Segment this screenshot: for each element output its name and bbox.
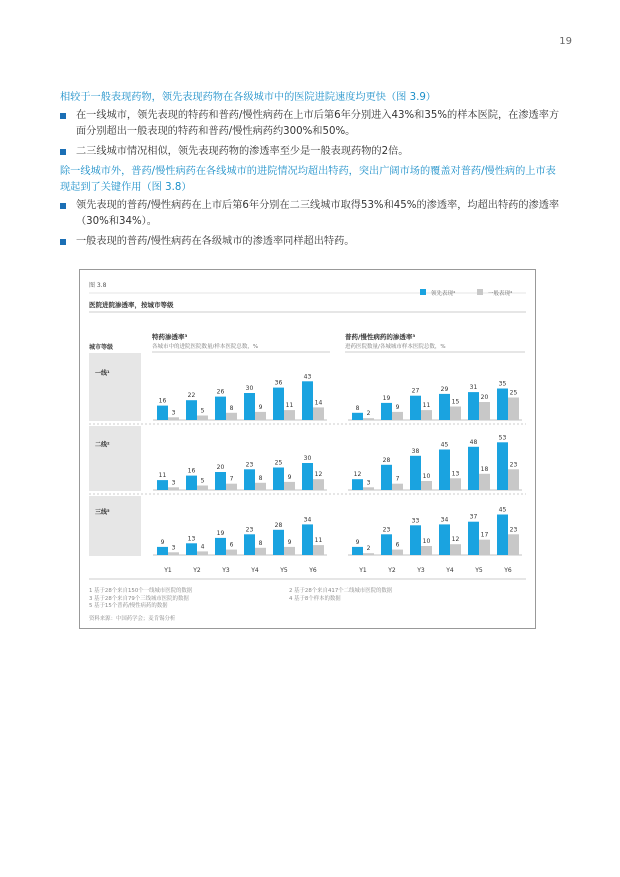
legend-swatch-leading — [420, 289, 426, 295]
data-label: 5 — [200, 407, 205, 415]
bar-leading — [302, 463, 313, 490]
bar-leading — [352, 413, 363, 420]
bar-leading — [410, 525, 421, 555]
data-label: 6 — [229, 541, 234, 549]
data-label: 12 — [314, 471, 323, 479]
data-label: 8 — [258, 539, 263, 547]
data-label: 9 — [287, 473, 292, 481]
data-label: 28 — [274, 521, 283, 529]
bar-average — [197, 551, 208, 555]
bullet-item — [60, 108, 565, 140]
data-label: 30 — [303, 455, 312, 462]
bullet-text: 一般表现的普药/慢性病药在各级城市的渗透率同样超出特药。 — [76, 236, 355, 247]
data-label: 4 — [200, 543, 205, 551]
bullet-item — [60, 144, 565, 160]
data-label: 25 — [274, 459, 283, 467]
data-label: 9 — [395, 403, 400, 411]
data-label: 33 — [411, 517, 420, 525]
data-label: 3 — [171, 409, 176, 417]
footnote: 4 基于8个样本的数据 — [289, 595, 341, 602]
bullet-square-icon — [60, 149, 66, 155]
data-label: 38 — [411, 447, 420, 455]
data-label: 8 — [355, 404, 360, 412]
data-label: 26 — [216, 388, 225, 396]
x-tick-label: Y5 — [280, 567, 288, 574]
data-label: 3 — [171, 544, 176, 552]
data-label: 20 — [480, 394, 489, 401]
data-label: 7 — [395, 475, 400, 483]
footnote: 1 基于28个来自150个一线城市医院的数据 — [89, 588, 193, 594]
bullet-square-icon — [60, 203, 66, 209]
data-label: 53 — [498, 434, 507, 442]
panel-title-specialty: 特药渗透率³ — [152, 333, 188, 341]
bar-average — [255, 483, 266, 490]
bar-leading — [157, 406, 168, 420]
bullet-text: 二三线城市情况相似，领先表现药物的渗透率至少是一般表现药物的2倍。 — [76, 146, 409, 157]
bar-average — [226, 484, 237, 490]
data-label: 25 — [509, 389, 518, 397]
row-label-box — [89, 426, 141, 491]
section-heading: 除一线城市外，普药/慢性病药在各线城市的进院情况均超出特药，突出广阔市场的覆盖对普药/慢性病的上市表现起到了关键作用（图 3.8） — [60, 166, 556, 193]
bar-leading — [157, 547, 168, 555]
bar-average — [421, 546, 432, 555]
row-label-box — [89, 496, 141, 556]
bar-leading — [439, 450, 450, 491]
data-label: 19 — [216, 529, 225, 537]
data-label: 17 — [480, 531, 489, 539]
figure-label: 图 3.8 — [89, 282, 107, 289]
bar-leading — [302, 524, 313, 555]
row-label: 二线² — [95, 441, 110, 449]
data-label: 23 — [509, 526, 518, 534]
row-header: 城市等级 — [89, 344, 114, 351]
bar-leading — [468, 392, 479, 420]
legend-label-leading: 领先表现⁴ — [431, 291, 456, 297]
bar-average — [313, 479, 324, 490]
bar-average — [508, 398, 519, 421]
bar-leading — [497, 389, 508, 421]
data-label: 14 — [314, 399, 323, 407]
notes-right — [289, 588, 509, 603]
bar-average — [313, 545, 324, 555]
data-label: 9 — [160, 538, 165, 546]
bullet-item — [60, 198, 565, 230]
data-label: 10 — [422, 473, 431, 480]
data-label: 11 — [158, 472, 167, 480]
data-label: 45 — [440, 441, 449, 449]
figure-3-8 — [79, 269, 536, 629]
bullet-text: 在一线城市，领先表现的特药和普药/慢性病药在上市后第6年分别进入43%和35%的样本医院，在渗透率方面分别超出一般表现的特药和普药/慢性病药约300%和50%。 — [76, 110, 560, 137]
bar-leading — [186, 400, 197, 420]
data-label: 6 — [395, 541, 400, 549]
x-tick-label: Y1 — [359, 567, 367, 574]
bar-average — [226, 550, 237, 555]
data-label: 3 — [366, 479, 371, 487]
bar-leading — [410, 396, 421, 420]
bar-average — [255, 548, 266, 555]
row-label-box — [89, 353, 141, 421]
data-label: 13 — [451, 470, 460, 478]
bar-average — [284, 547, 295, 555]
bar-leading — [381, 403, 392, 420]
bullet-item — [60, 234, 565, 250]
bar-average — [363, 418, 374, 420]
source-note: 资料来源：中国药学会；麦肯锡分析 — [89, 615, 176, 622]
x-tick-label: Y3 — [417, 567, 425, 574]
bar-leading — [352, 547, 363, 555]
data-label: 34 — [303, 516, 312, 524]
bar-leading — [244, 469, 255, 490]
data-label: 23 — [245, 461, 254, 469]
footnote: 5 基于15个普药/慢性病药的数据 — [89, 603, 168, 609]
bar-leading — [302, 381, 313, 420]
bar-leading — [468, 522, 479, 555]
figure-title: 医院进院渗透率，按城市等级 — [89, 301, 174, 309]
bar-leading — [186, 476, 197, 490]
row-label: 一线¹ — [95, 370, 110, 377]
bar-leading — [468, 447, 479, 490]
x-tick-label: Y4 — [446, 567, 454, 574]
panel-subtitle-general: 进药医院数量/各城城市样本医院总数，% — [345, 344, 446, 350]
section-heading: 相较于一般表现药物，领先表现药物在各级城市中的医院进院速度均更快（图 3.9） — [60, 92, 436, 103]
bar-average — [313, 407, 324, 420]
bar-average — [363, 487, 374, 490]
bar-average — [392, 484, 403, 490]
data-label: 20 — [216, 464, 225, 471]
data-label: 9 — [355, 538, 360, 546]
bar-leading — [244, 393, 255, 420]
bar-average — [508, 534, 519, 555]
data-label: 10 — [422, 538, 431, 545]
bar-leading — [273, 530, 284, 555]
bullet-square-icon — [60, 113, 66, 119]
bar-average — [450, 478, 461, 490]
penetration-chart — [80, 270, 535, 588]
bar-average — [421, 481, 432, 490]
bar-leading — [215, 538, 226, 555]
data-label: 19 — [382, 394, 391, 402]
bar-average — [226, 413, 237, 420]
data-label: 45 — [498, 506, 507, 514]
panel-subtitle-specialty: 各城市中的进院医院数量/样本医院总数，% — [152, 344, 259, 350]
data-label: 8 — [258, 474, 263, 482]
bar-average — [284, 410, 295, 420]
bar-average — [363, 553, 374, 555]
body-text — [60, 90, 565, 254]
x-tick-label: Y6 — [309, 567, 317, 574]
data-label: 9 — [258, 403, 263, 411]
bullet-square-icon — [60, 239, 66, 245]
data-label: 5 — [200, 477, 205, 485]
bar-leading — [157, 480, 168, 490]
data-label: 7 — [229, 475, 234, 483]
data-label: 29 — [440, 385, 449, 393]
data-label: 48 — [469, 438, 478, 446]
data-label: 35 — [498, 380, 507, 388]
x-tick-label: Y4 — [251, 567, 259, 574]
bar-average — [168, 417, 179, 420]
bar-leading — [186, 543, 197, 555]
legend-swatch-average — [477, 289, 483, 295]
bar-leading — [439, 394, 450, 420]
data-label: 23 — [245, 526, 254, 534]
bar-average — [255, 412, 266, 420]
data-label: 34 — [440, 516, 449, 524]
footnote: 3 基于28个来自79个三线城市医院的数据 — [89, 595, 189, 602]
data-label: 23 — [382, 526, 391, 534]
data-label: 22 — [187, 392, 196, 400]
data-label: 8 — [229, 404, 234, 412]
x-tick-label: Y1 — [164, 567, 172, 574]
data-label: 16 — [158, 397, 167, 405]
bar-average — [168, 552, 179, 555]
data-label: 2 — [366, 410, 371, 418]
bar-average — [421, 410, 432, 420]
data-label: 31 — [469, 384, 478, 392]
bar-leading — [381, 465, 392, 490]
bar-leading — [381, 534, 392, 555]
bar-average — [392, 550, 403, 555]
x-tick-label: Y5 — [475, 567, 483, 574]
x-tick-label: Y2 — [388, 567, 396, 574]
data-label: 28 — [382, 456, 391, 464]
bar-average — [479, 402, 490, 420]
bar-leading — [497, 442, 508, 490]
bar-average — [450, 544, 461, 555]
data-label: 37 — [469, 513, 478, 521]
data-label: 13 — [187, 535, 196, 543]
bar-leading — [215, 397, 226, 420]
data-label: 23 — [509, 461, 518, 469]
bar-average — [392, 412, 403, 420]
notes-left — [89, 588, 289, 623]
bar-average — [479, 474, 490, 490]
data-label: 27 — [411, 387, 420, 395]
data-label: 11 — [314, 537, 323, 545]
panel-title-general: 普药/慢性病药的渗透率³ — [345, 333, 416, 341]
bar-average — [168, 487, 179, 490]
data-label: 11 — [285, 402, 294, 410]
data-label: 9 — [287, 538, 292, 546]
bar-average — [284, 482, 295, 490]
bar-leading — [273, 468, 284, 491]
bar-average — [197, 416, 208, 421]
bar-leading — [497, 515, 508, 556]
data-label: 30 — [245, 385, 254, 392]
data-label: 3 — [171, 479, 176, 487]
x-tick-label: Y2 — [193, 567, 201, 574]
bullet-text: 领先表现的普药/慢性病药在上市后第6年分别在二三线城市取得53%和45%的渗透率，均超出特药的渗透率（30%和34%）。 — [76, 200, 560, 227]
data-label: 11 — [422, 402, 431, 410]
bar-leading — [439, 524, 450, 555]
data-label: 12 — [353, 471, 362, 479]
bar-average — [508, 469, 519, 490]
bar-average — [450, 407, 461, 421]
row-label: 三线⁵ — [95, 509, 110, 516]
bar-leading — [352, 479, 363, 490]
data-label: 15 — [451, 398, 460, 406]
page-number: 19 — [559, 36, 572, 47]
bar-leading — [215, 472, 226, 490]
data-label: 43 — [303, 373, 312, 381]
bar-average — [197, 486, 208, 491]
bar-leading — [273, 388, 284, 420]
data-label: 36 — [274, 379, 283, 387]
legend-label-average: 一般表现⁴ — [488, 291, 513, 297]
data-label: 16 — [187, 467, 196, 475]
data-label: 2 — [366, 545, 371, 553]
x-tick-label: Y3 — [222, 567, 230, 574]
x-tick-label: Y6 — [504, 567, 512, 574]
data-label: 12 — [451, 536, 460, 544]
bar-average — [479, 540, 490, 555]
bar-leading — [410, 456, 421, 490]
data-label: 18 — [480, 465, 489, 473]
footnote: 2 基于28个来自417个二线城市医院的数据 — [289, 588, 393, 594]
bar-leading — [244, 534, 255, 555]
